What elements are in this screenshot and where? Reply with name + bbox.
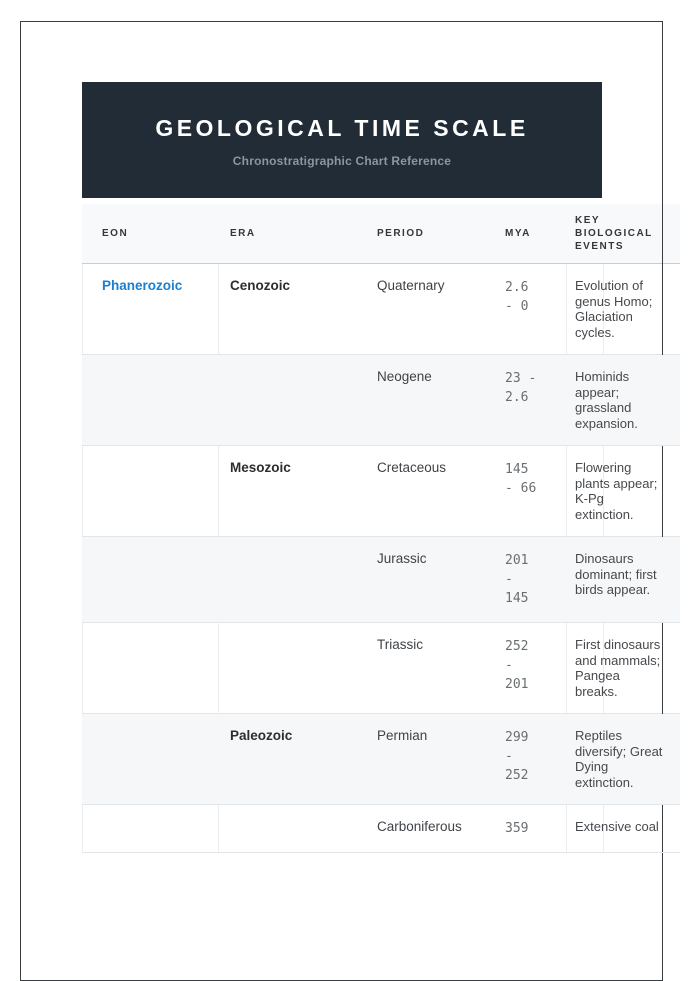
cell-era (210, 537, 357, 622)
cell-era (210, 355, 357, 445)
cell-era: Cenozoic (230, 278, 291, 293)
column-header-era: ERA (230, 228, 256, 239)
table-row (82, 537, 680, 623)
table-row (82, 623, 680, 714)
cell-eon (82, 805, 210, 852)
cell-mya: 359 (505, 821, 529, 836)
title-banner (82, 82, 602, 198)
cell-era: Paleozoic (230, 728, 293, 743)
cell-events: Evolution of genus Homo; Glaciation cycles. (575, 278, 653, 340)
cell-events: Flowering plants appear; K-Pg extinction. (575, 460, 658, 522)
cell-eon: Phanerozoic (102, 278, 183, 293)
cell-period: Jurassic (377, 551, 427, 566)
cell-period: Neogene (377, 369, 432, 384)
cell-era: Mesozoic (230, 460, 291, 475)
cell-mya: 252 - 201 (505, 639, 529, 692)
cell-era (210, 805, 357, 852)
cell-era (210, 623, 357, 713)
cell-mya: 145 - 66 (505, 462, 537, 496)
page-clip-region (20, 21, 692, 836)
cell-events: Hominids appear; grassland expansion. (575, 369, 638, 431)
cell-eon (82, 355, 210, 445)
column-header-mya: MYA (505, 228, 531, 239)
page-sheet (20, 21, 663, 981)
cell-period: Permian (377, 728, 428, 743)
cell-mya: 201 - 145 (505, 553, 529, 606)
cell-eon (82, 537, 210, 622)
column-header-key-biological-events: KEY BIOLOGICAL EVENTS (575, 215, 653, 252)
page-title: GEOLOGICAL TIME SCALE (155, 115, 529, 141)
cell-events: Reptiles diversify; Great Dying extinction. (575, 728, 663, 790)
table-row (82, 264, 680, 355)
table-row (82, 355, 680, 446)
cell-events: First dinosaurs and mammals; Pangea breaks. (575, 637, 661, 699)
table-row (82, 805, 680, 853)
cell-period: Cretaceous (377, 460, 447, 475)
table-header-row (82, 204, 680, 264)
cell-mya: 2.6 - 0 (505, 280, 529, 314)
cell-period: Carboniferous (377, 819, 462, 834)
cell-period: Triassic (377, 637, 423, 652)
table-row (82, 446, 680, 537)
cell-events: Extensive coal (575, 819, 659, 834)
cell-eon (82, 623, 210, 713)
geological-time-table (82, 204, 680, 853)
cell-events: Dinosaurs dominant; first birds appear. (575, 551, 657, 597)
cell-eon (82, 446, 210, 536)
table-row (82, 714, 680, 805)
cell-period: Quaternary (377, 278, 445, 293)
cell-mya: 299 - 252 (505, 730, 529, 783)
page-subtitle: Chronostratigraphic Chart Reference (232, 154, 452, 168)
column-header-period: PERIOD (377, 228, 425, 239)
cell-eon (82, 714, 210, 804)
cell-mya: 23 - 2.6 (505, 371, 537, 405)
column-header-eon: EON (102, 228, 129, 239)
